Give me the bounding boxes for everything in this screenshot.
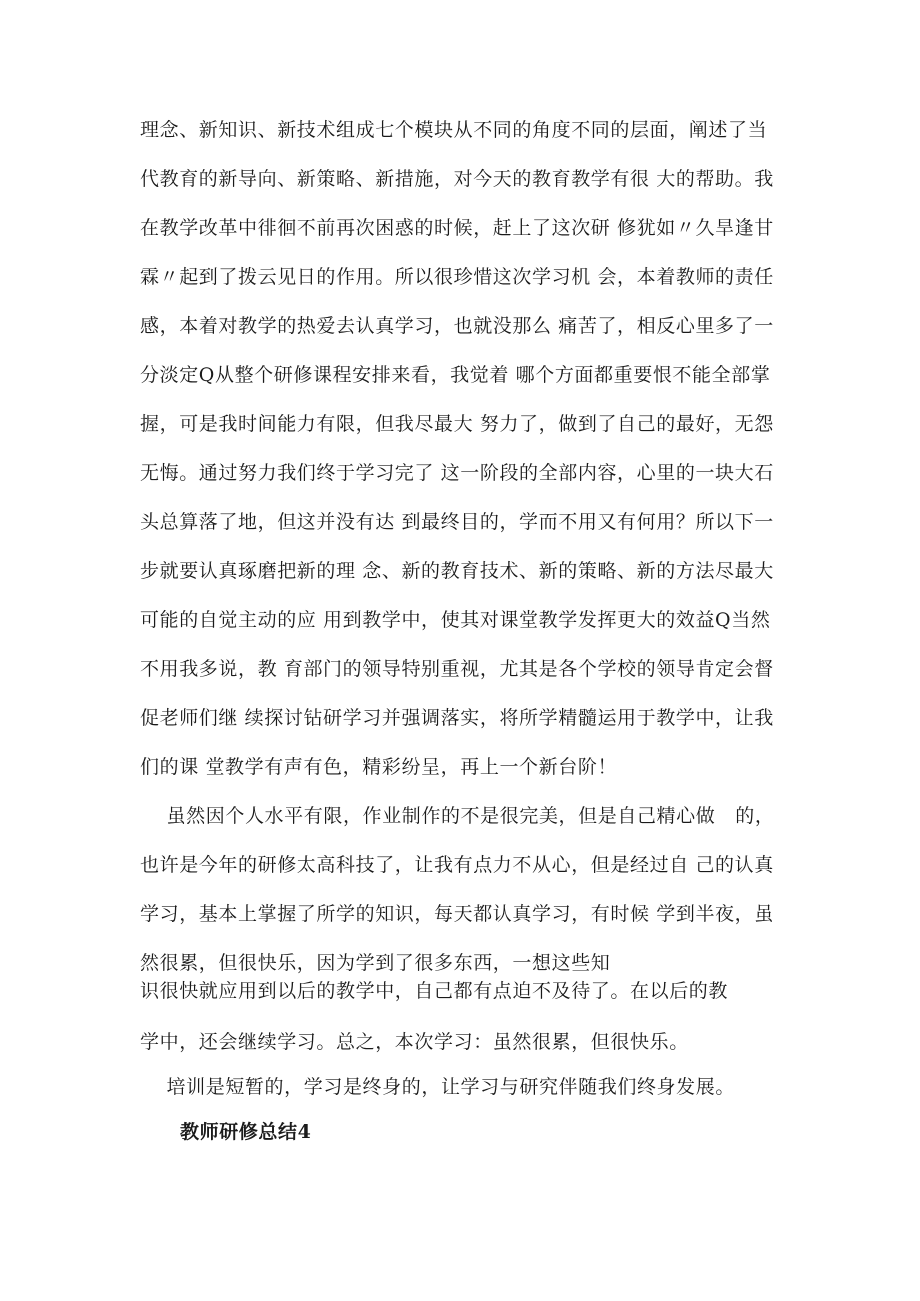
text-line: 学习，基本上掌握了所学的知识，每天都认真学习，有时候 学到半夜，虽 <box>140 903 774 925</box>
text-line: 也许是今年的研修太高科技了，让我有点力不从心，但是经过自 己的认真 <box>140 854 774 876</box>
text-line: 然很累，但很快乐，因为学到了很多东西，一想这些知 <box>140 952 611 974</box>
text-line: 学中，还会继续学习。总之，本次学习：虽然很累，但很快乐。 <box>140 1031 689 1053</box>
text-line: 头总算落了地，但这并没有达 到最终目的，学而不用又有何用？所以下一 <box>140 511 774 533</box>
text-line: 识很快就应用到以后的教学中，自己都有点迫不及待了。在以后的教 <box>140 980 729 1002</box>
text-line: 理念、新知识、新技术组成七个模块从不同的角度不同的层面，阐述了当 <box>140 119 768 141</box>
text-line: 在教学改革中徘徊不前再次困惑的时候，赶上了这次研 修犹如〃久旱逢甘 <box>140 217 774 239</box>
text-line: 霖〃起到了拨云见日的作用。所以很珍惜这次学习机 会，本着教师的责任 <box>140 266 774 288</box>
text-line: 握，可是我时间能力有限，但我尽最大 努力了，做到了自己的最好，无怨 <box>140 413 774 435</box>
text-line: 感，本着对教学的热爱去认真学习，也就没那么 痛苦了，相反心里多了一 <box>140 315 774 337</box>
section-heading: 教师研修总结4 <box>180 1121 312 1143</box>
text-line: 无悔。通过努力我们终于学习完了 这一阶段的全部内容，心里的一块大石 <box>140 462 774 484</box>
text-line: 代教育的新导向、新策略、新措施，对今天的教育教学有很 大的帮助。我 <box>140 168 774 190</box>
text-line: 分淡定Q从整个研修课程安排来看，我觉着 哪个方面都重要恨不能全部掌 <box>140 364 771 386</box>
text-line: 步就要认真琢磨把新的理 念、新的教育技术、新的策略、新的方法尽最大 <box>140 560 774 582</box>
text-line: 促老师们继 续探讨钻研学习并强调落实，将所学精髓运用于教学中，让我 <box>140 707 774 729</box>
text-line: 不用我多说，教 育部门的领导特别重视，尤其是各个学校的领导肯定会督 <box>140 658 774 680</box>
text-line: 们的课 堂教学有声有色，精彩纷呈，再上一个新台阶！ <box>140 756 618 778</box>
text-line: 可能的自觉主动的应 用到教学中，使其对课堂教学发挥更大的效益Q当然 <box>140 609 771 631</box>
text-line: 虽然因个人水平有限，作业制作的不是很完美，但是自己精心做 的， <box>140 805 775 827</box>
paragraph-3: 培训是短暂的，学习是终身的，让学习与研究伴随我们终身发展。 <box>140 1076 735 1098</box>
